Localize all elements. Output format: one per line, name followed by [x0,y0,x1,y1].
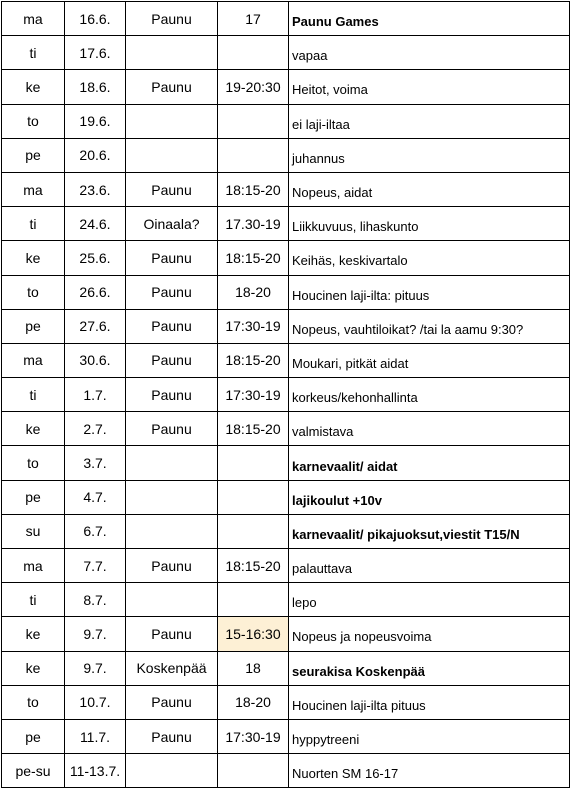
day-cell: ti [2,583,65,617]
schedule-table [1,1,570,788]
date-cell: 17.6. [65,36,126,70]
time-cell: 17:30-19 [218,719,289,753]
place-cell: Paunu [126,241,218,275]
date-cell: 19.6. [65,104,126,138]
day-cell: pe [2,309,65,343]
time-cell [218,480,289,514]
time-cell [218,583,289,617]
note-cell: Heitot, voima [289,70,570,104]
day-cell: pe [2,480,65,514]
day-cell: ma [2,549,65,583]
time-cell: 17 [218,2,289,36]
table-row [2,549,570,583]
note-cell: vapaa [289,36,570,70]
table-row [2,36,570,70]
day-cell: to [2,685,65,719]
note-cell: ei laji-iltaa [289,104,570,138]
note-cell: lajikoulut +10v [289,480,570,514]
note-cell: Nopeus, aidat [289,172,570,206]
place-cell: Paunu [126,172,218,206]
place-cell: Oinaala? [126,207,218,241]
time-cell: 18-20 [218,275,289,309]
place-cell [126,754,218,788]
day-cell: ke [2,617,65,651]
note-cell: karnevaalit/ aidat [289,446,570,480]
note-cell: Paunu Games [289,2,570,36]
time-cell: 18:15-20 [218,172,289,206]
table-row [2,343,570,377]
table-row [2,446,570,480]
note-cell: korkeus/kehonhallinta [289,378,570,412]
time-cell [218,446,289,480]
time-cell [218,514,289,548]
date-cell: 1.7. [65,378,126,412]
date-cell: 9.7. [65,617,126,651]
date-cell: 3.7. [65,446,126,480]
table-row [2,719,570,753]
table-row [2,583,570,617]
date-cell: 23.6. [65,172,126,206]
date-cell: 30.6. [65,343,126,377]
note-cell: Nopeus, vauhtiloikat? /tai la aamu 9:30? [289,309,570,343]
note-cell: valmistava [289,412,570,446]
day-cell: ti [2,36,65,70]
note-cell: Nopeus ja nopeusvoima [289,617,570,651]
date-cell: 6.7. [65,514,126,548]
date-cell: 7.7. [65,549,126,583]
place-cell [126,480,218,514]
place-cell: Paunu [126,309,218,343]
time-cell [218,104,289,138]
place-cell [126,583,218,617]
day-cell: pe [2,138,65,172]
note-cell: palauttava [289,549,570,583]
place-cell: Paunu [126,2,218,36]
date-cell: 20.6. [65,138,126,172]
note-cell: Keihäs, keskivartalo [289,241,570,275]
note-cell: Nuorten SM 16-17 [289,754,570,788]
date-cell: 27.6. [65,309,126,343]
time-cell: 18:15-20 [218,343,289,377]
table-row [2,754,570,788]
date-cell: 24.6. [65,207,126,241]
table-row [2,309,570,343]
day-cell: ti [2,378,65,412]
note-cell: karnevaalit/ pikajuoksut,viestit T15/N [289,514,570,548]
note-cell: juhannus [289,138,570,172]
note-cell: Liikkuvuus, lihaskunto [289,207,570,241]
note-cell: Moukari, pitkät aidat [289,343,570,377]
date-cell: 11.7. [65,719,126,753]
date-cell: 4.7. [65,480,126,514]
table-row [2,685,570,719]
date-cell: 18.6. [65,70,126,104]
place-cell [126,446,218,480]
place-cell: Paunu [126,719,218,753]
day-cell: ke [2,241,65,275]
time-cell: 18 [218,651,289,685]
day-cell: ke [2,412,65,446]
table-row [2,378,570,412]
date-cell: 2.7. [65,412,126,446]
table-row [2,241,570,275]
day-cell: to [2,275,65,309]
table-row [2,172,570,206]
day-cell: to [2,446,65,480]
table-row [2,412,570,446]
place-cell [126,36,218,70]
day-cell: pe [2,719,65,753]
place-cell: Paunu [126,412,218,446]
date-cell: 26.6. [65,275,126,309]
place-cell [126,104,218,138]
day-cell: pe-su [2,754,65,788]
date-cell: 25.6. [65,241,126,275]
place-cell: Paunu [126,275,218,309]
day-cell: to [2,104,65,138]
time-cell [218,138,289,172]
time-cell [218,754,289,788]
place-cell: Paunu [126,617,218,651]
note-cell: Houcinen laji-ilta pituus [289,685,570,719]
table-row [2,104,570,138]
day-cell: ma [2,2,65,36]
note-cell: hyppytreeni [289,719,570,753]
time-cell: 19-20:30 [218,70,289,104]
place-cell [126,514,218,548]
table-row [2,70,570,104]
table-row [2,138,570,172]
place-cell: Paunu [126,378,218,412]
date-cell: 9.7. [65,651,126,685]
date-cell: 11-13.7. [65,754,126,788]
time-cell: 17:30-19 [218,309,289,343]
day-cell: ti [2,207,65,241]
time-cell: 18-20 [218,685,289,719]
time-cell: 18:15-20 [218,241,289,275]
day-cell: su [2,514,65,548]
day-cell: ma [2,343,65,377]
time-cell: 18:15-20 [218,549,289,583]
table-row [2,617,570,651]
table-row [2,480,570,514]
note-cell: seurakisa Koskenpää [289,651,570,685]
date-cell: 8.7. [65,583,126,617]
table-row [2,2,570,36]
day-cell: ma [2,172,65,206]
day-cell: ke [2,651,65,685]
time-cell: 17:30-19 [218,378,289,412]
place-cell [126,138,218,172]
time-cell: 15-16:30 [218,617,289,651]
day-cell: ke [2,70,65,104]
schedule-body [2,2,570,788]
place-cell: Paunu [126,343,218,377]
note-cell: lepo [289,583,570,617]
time-cell: 17.30-19 [218,207,289,241]
note-cell: Houcinen laji-ilta: pituus [289,275,570,309]
time-cell [218,36,289,70]
date-cell: 16.6. [65,2,126,36]
date-cell: 10.7. [65,685,126,719]
place-cell: Koskenpää [126,651,218,685]
table-row [2,651,570,685]
table-row [2,514,570,548]
table-row [2,207,570,241]
place-cell: Paunu [126,70,218,104]
place-cell: Paunu [126,549,218,583]
place-cell: Paunu [126,685,218,719]
time-cell: 18:15-20 [218,412,289,446]
table-row [2,275,570,309]
